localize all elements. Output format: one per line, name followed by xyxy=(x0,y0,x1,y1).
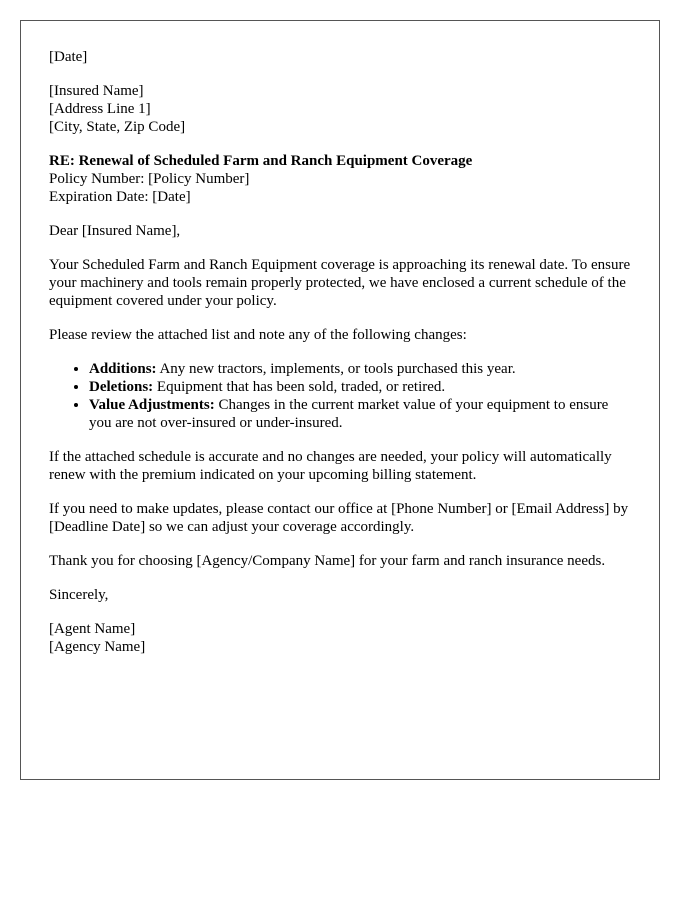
body-paragraph-auto-renew: If the attached schedule is accurate and no changes are needed, your policy will automatically renew with the premium indicated on your upcoming billing statement. xyxy=(49,449,612,483)
expiration-date-line: Expiration Date: [Date] xyxy=(49,189,191,205)
date-line: [Date] xyxy=(49,49,88,65)
list-item-text: Changes in the current market value of your equipment to ensure you are not over-insured or under-insured. xyxy=(89,397,609,431)
letter-date xyxy=(49,48,631,66)
list-item xyxy=(89,360,631,378)
agent-name: [Agent Name] xyxy=(49,621,136,637)
recipient-address-line-1: [Address Line 1] xyxy=(49,101,151,117)
list-item xyxy=(89,396,631,432)
letter-page xyxy=(20,20,660,780)
reference-block xyxy=(49,152,631,206)
recipient-name: [Insured Name] xyxy=(49,83,144,99)
list-item-label: Deletions: xyxy=(89,379,154,395)
agency-name: [Agency Name] xyxy=(49,639,146,655)
body-paragraph-contact: If you need to make updates, please contact our office at [Phone Number] or [Email Address] by [Deadline Date] so we can adjust your coverage accordingly. xyxy=(49,501,629,535)
list-item-label: Additions: xyxy=(89,361,157,377)
body-paragraph-review: Please review the attached list and note any of the following changes: xyxy=(49,327,467,343)
body-paragraph-intro: Your Scheduled Farm and Ranch Equipment coverage is approaching its renewal date. To ensure your machinery and tools remain properly protected, we have enclosed a current schedule of the equipment covered under your policy. xyxy=(49,257,631,309)
closing: Sincerely, xyxy=(49,587,109,603)
salutation: Dear [Insured Name], xyxy=(49,223,181,239)
list-item-text: Any new tractors, implements, or tools purchased this year. xyxy=(156,361,516,377)
subject-line: RE: Renewal of Scheduled Farm and Ranch Equipment Coverage xyxy=(49,153,473,169)
list-item-label: Value Adjustments: xyxy=(89,397,215,413)
recipient-city-state-zip: [City, State, Zip Code] xyxy=(49,119,186,135)
list-item xyxy=(89,378,631,396)
changes-list xyxy=(49,360,631,432)
recipient-address xyxy=(49,82,631,136)
body-paragraph-thanks: Thank you for choosing [Agency/Company Name] for your farm and ranch insurance needs. xyxy=(49,553,606,569)
list-item-text: Equipment that has been sold, traded, or retired. xyxy=(153,379,446,395)
policy-number-line: Policy Number: [Policy Number] xyxy=(49,171,250,187)
signature-block xyxy=(49,620,631,656)
